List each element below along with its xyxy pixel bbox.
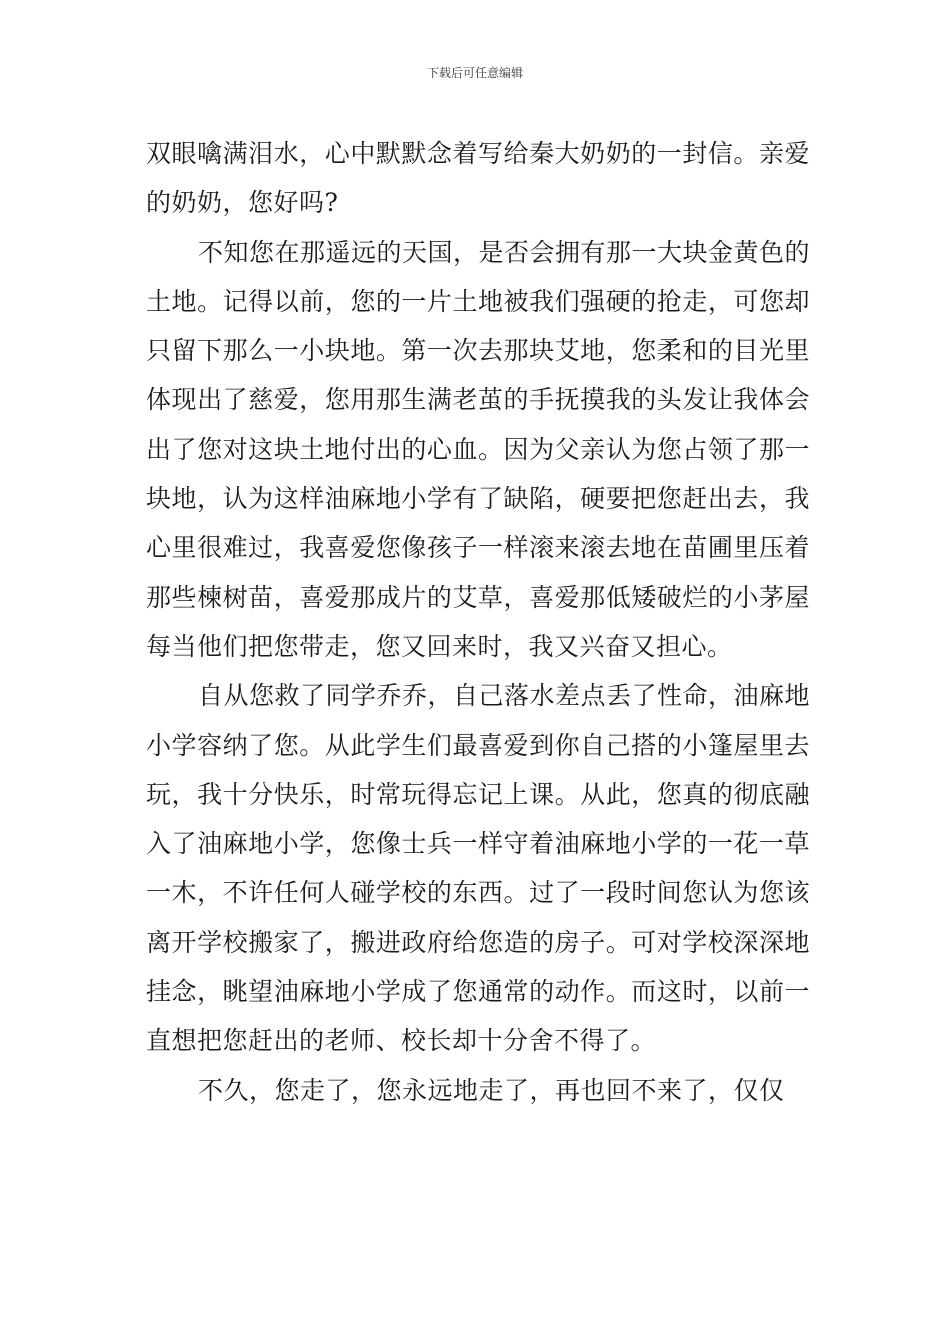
paragraph-4: 不久，您走了，您永远地走了，再也回不来了，仅仅 [198, 1075, 785, 1105]
body-text [146, 129, 810, 1115]
paragraph-3: 自从您救了同学乔乔，自己落水差点丢了性命，油麻地小学容纳了您。从此学生们最喜爱到你自己搭的小篷屋里去玩，我十分快乐，时常玩得忘记上课。从此，您真的彻底融入了油麻地小学，您像士兵一样守着油麻地小学的一花一草一木，不许任何人碰学校的东西。过了一段时间您认为您该离开学校搬家了，搬进政府给您造的房子。可对学校深深地挂念，眺望油麻地小学成了您通常的动作。而这时，以前一直想把您赶出的老师、校长却十分舍不得了。 [146, 681, 811, 1056]
paragraph-1: 双眼噙满泪水，心中默默念着写给秦大奶奶的一封信。亲爱的奶奶，您好吗? [146, 139, 810, 218]
paragraph-2: 不知您在那遥远的天国，是否会拥有那一大块金黄色的土地。记得以前，您的一片土地被我们强硬的抢走，可您却只留下那么一小块地。第一次去那块艾地，您柔和的目光里体现出了慈爱，您用那生满老茧的手抚摸我的头发让我体会出了您对这块土地付出的心血。因为父亲认为您占领了那一块地，认为这样油麻地小学有了缺陷，硬要把您赶出去，我心里很难过，我喜爱您像孩子一样滚来滚去地在苗圃里压着那些楝树苗，喜爱那成片的艾草，喜爱那低矮破烂的小茅屋每当他们把您带走，您又回来时，我又兴奋又担心。 [146, 237, 811, 661]
page-header-note: 下载后可任意编辑 [426, 66, 523, 80]
